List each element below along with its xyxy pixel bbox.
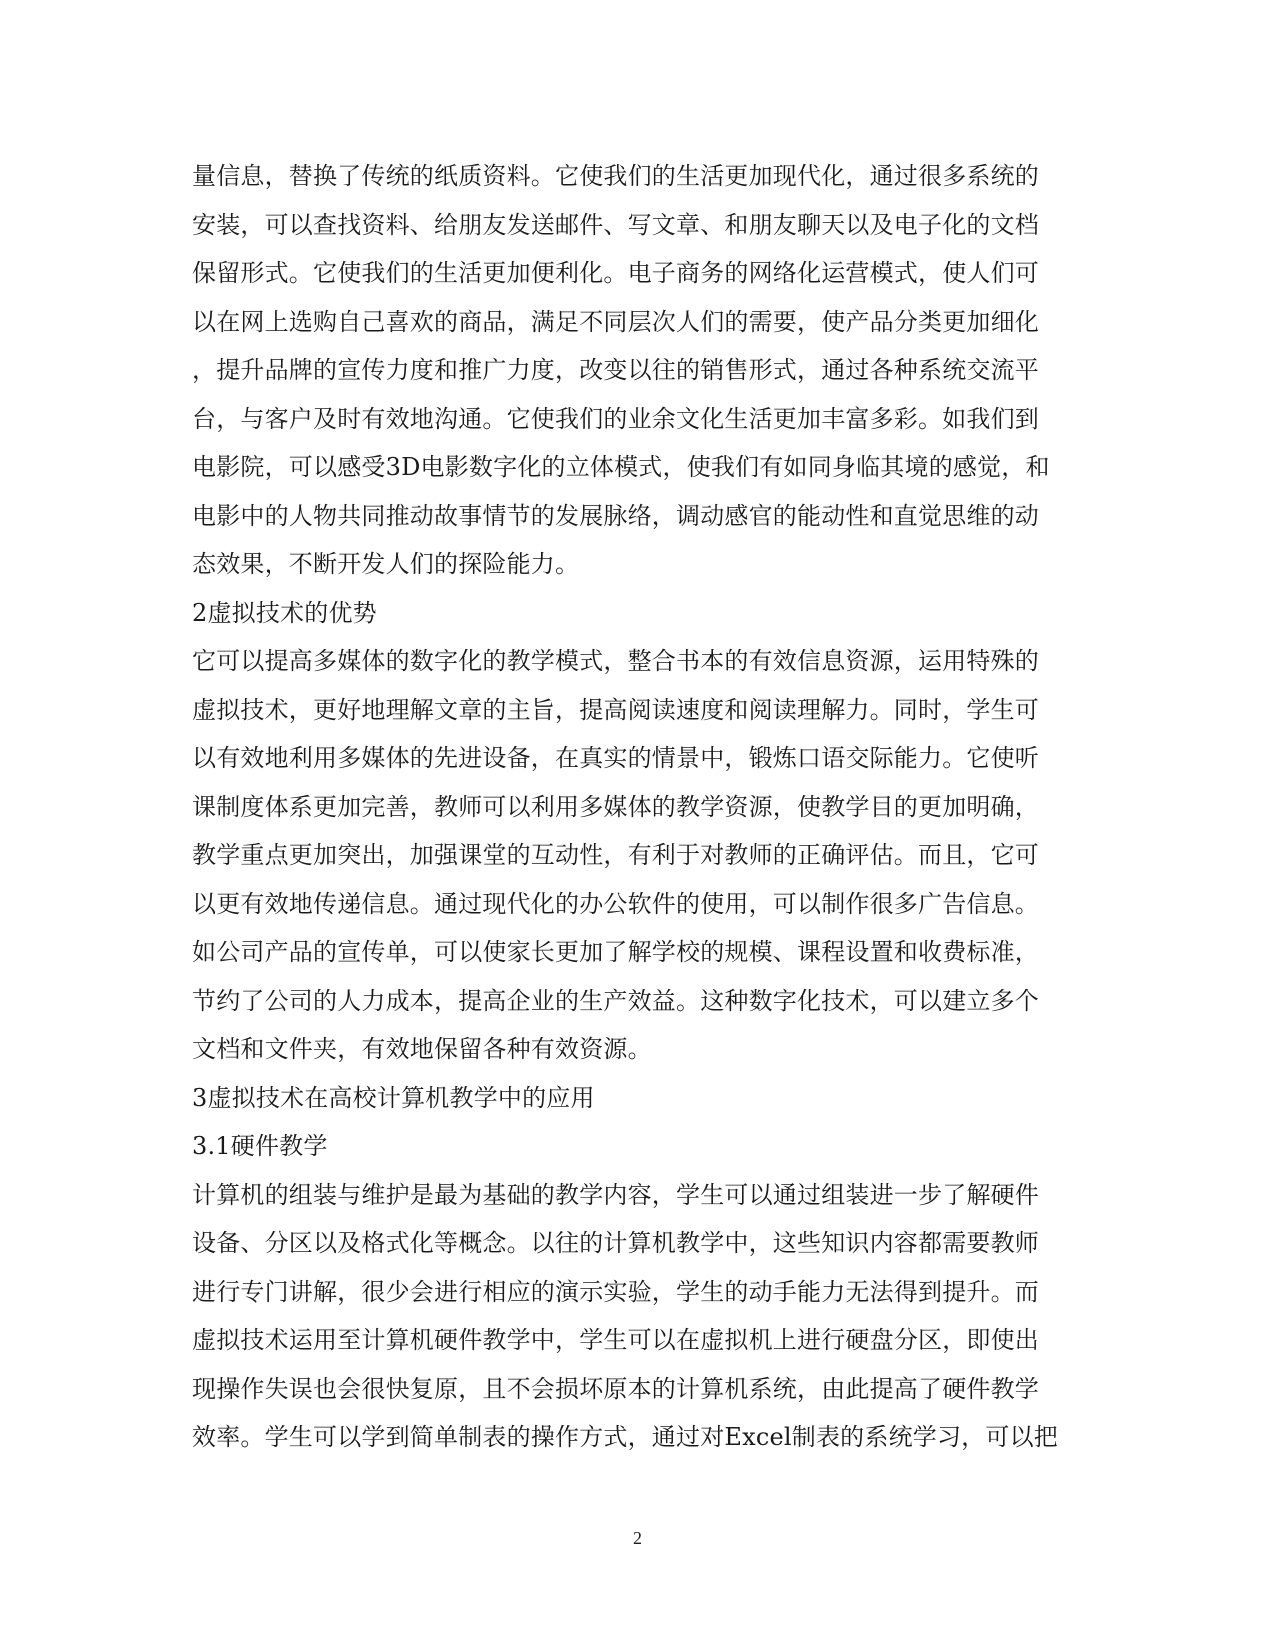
text-line: 电影院，可以感受3D电影数字化的立体模式，使我们有如同身临其境的感觉，和 bbox=[192, 453, 1050, 481]
text-line: 量信息，替换了传统的纸质资料。它使我们的生活更加现代化，通过很多系统的 bbox=[192, 162, 1039, 190]
text-line: 虚拟技术运用至计算机硬件教学中，学生可以在虚拟机上进行硬盘分区，即使出 bbox=[192, 1326, 1039, 1354]
text-line: ，提升品牌的宣传力度和推广力度，改变以往的销售形式，通过各种系统交流平 bbox=[192, 356, 1039, 384]
text-line: 电影中的人物共同推动故事情节的发展脉络，调动感官的能动性和直觉思维的动 bbox=[192, 501, 1039, 530]
text-line: 以有效地利用多媒体的先进设备，在真实的情景中，锻炼口语交际能力。它使听 bbox=[192, 744, 1039, 772]
text-line: 它可以提高多媒体的数字化的教学模式，整合书本的有效信息资源，运用特殊的 bbox=[192, 647, 1039, 675]
text-line: 以在网上选购自己喜欢的商品，满足不同层次人们的需要，使产品分类更加细化 bbox=[192, 307, 1039, 336]
page-number: 2 bbox=[633, 1528, 642, 1548]
text-line: 课制度体系更加完善，教师可以利用多媒体的教学资源，使教学目的更加明确， bbox=[192, 792, 1039, 821]
text-line: 节约了公司的人力成本，提高企业的生产效益。这种数字化技术，可以建立多个 bbox=[192, 986, 1039, 1015]
text-line: 虚拟技术，更好地理解文章的主旨，提高阅读速度和阅读理解力。同时，学生可 bbox=[192, 695, 1039, 724]
text-line: 安装，可以查找资料、给朋友发送邮件、写文章、和朋友聊天以及电子化的文档 bbox=[192, 210, 1039, 239]
text-line: 保留形式。它使我们的生活更加便利化。电子商务的网络化运营模式，使人们可 bbox=[192, 259, 1039, 287]
text-line: 如公司产品的宣传单，可以使家长更加了解学校的规模、课程设置和收费标准， bbox=[192, 938, 1039, 966]
body-text bbox=[192, 152, 1082, 1462]
text-line: 态效果，不断开发人们的探险能力。 bbox=[192, 550, 580, 578]
text-line: 计算机的组装与维护是最为基础的教学内容，学生可以通过组装进一步了解硬件 bbox=[192, 1180, 1039, 1209]
subsection-heading: 3.1硬件教学 bbox=[192, 1132, 328, 1160]
text-line: 文档和文件夹，有效地保留各种有效资源。 bbox=[192, 1035, 652, 1063]
text-line: 进行专门讲解，很少会进行相应的演示实验，学生的动手能力无法得到提升。而 bbox=[192, 1277, 1039, 1306]
section-heading: 3虚拟技术在高校计算机教学中的应用 bbox=[192, 1083, 595, 1112]
text-line: 效率。学生可以学到简单制表的操作方式，通过对Excel制表的系统学习，可以把 bbox=[192, 1423, 1058, 1451]
section-heading: 2虚拟技术的优势 bbox=[192, 598, 377, 627]
text-line: 台，与客户及时有效地沟通。它使我们的业余文化生活更加丰富多彩。如我们到 bbox=[192, 404, 1039, 433]
text-line: 设备、分区以及格式化等概念。以往的计算机教学中，这些知识内容都需要教师 bbox=[192, 1229, 1039, 1257]
text-line: 现操作失误也会很快复原，且不会损坏原本的计算机系统，由此提高了硬件教学 bbox=[192, 1374, 1039, 1403]
text-line: 以更有效地传递信息。通过现代化的办公软件的使用，可以制作很多广告信息。 bbox=[192, 889, 1039, 918]
text-line: 教学重点更加突出，加强课堂的互动性，有利于对教师的正确评估。而且，它可 bbox=[192, 841, 1039, 869]
